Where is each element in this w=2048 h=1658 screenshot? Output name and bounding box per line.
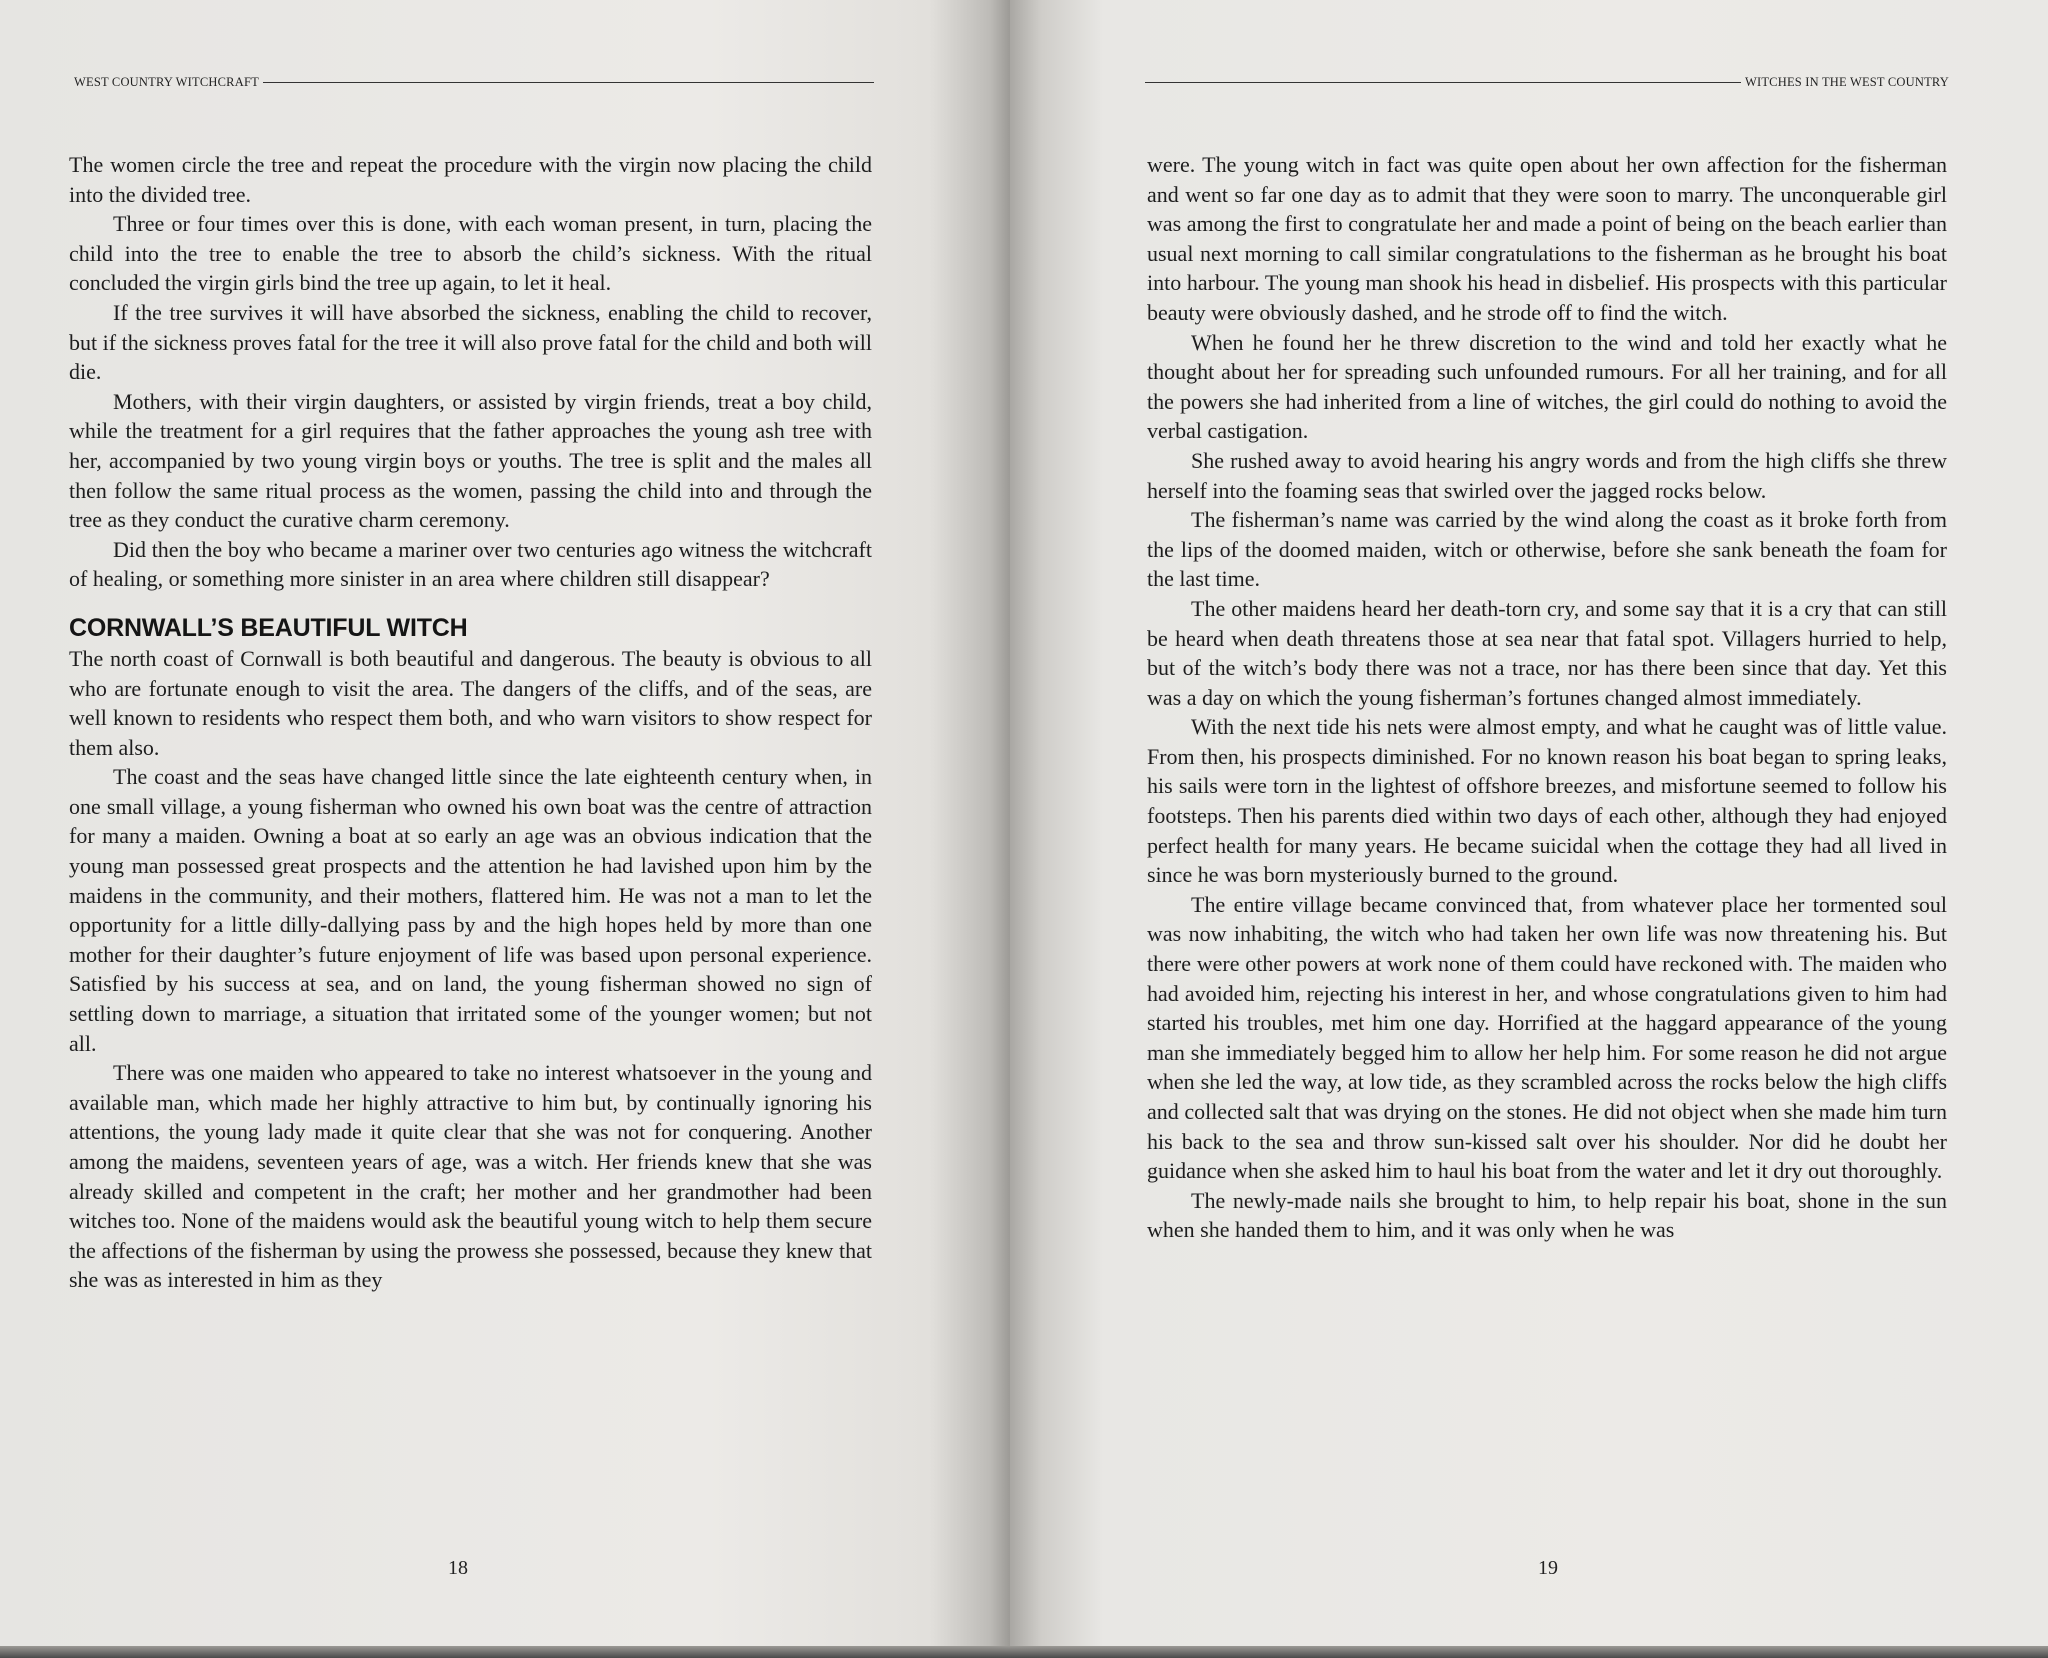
left-paragraph: Mothers, with their virgin daughters, or assisted by virgin friends, treat a boy child, while the treatment for a girl requires that the father approaches the young ash tree with her, accompanied by two young virgin boys or youths. The tree is split and the males all then follow the same ritual process as the women, passing the child into and through the tree as they conduct the curative charm ceremony. xyxy=(69,388,872,533)
left-text-column xyxy=(69,150,872,1295)
left-page-number: 18 xyxy=(448,1557,468,1579)
right-paragraph: The entire village became convinced that, from whatever place her tormented soul was now inhabiting, the witch who had taken her own life was now threatening his. But there were other powers at work none of them could have reckoned with. The maiden who had avoided him, rejecting his interest in her, and whose congratulations given to him had started his troubles, met him one day. Horrified at the haggard appearance of the young man she immediately begged him to allow her help him. For some reason he did not argue when she led the way, at low tide, as they scrambled across the rocks below the high cliffs and collected salt that was drying on the stones. He did not object when she made him turn his back to the sea and throw sun-kissed salt over his shoulder. Nor did he doubt her guidance when she asked him to haul his boat from the water and let it dry out thoroughly. xyxy=(1147,891,1947,1184)
right-running-head xyxy=(1145,72,1949,92)
right-page-number: 19 xyxy=(1538,1557,1558,1579)
right-running-head-rule xyxy=(1145,82,1741,83)
right-paragraph: When he found her he threw discretion to the wind and told her exactly what he thought about her for spreading such unfounded rumours. For all her training, and for all the powers she had inherited from a line of witches, the girl could do nothing to avoid the verbal castigation. xyxy=(1147,329,1947,444)
right-paragraph: The fisherman’s name was carried by the wind along the coast as it broke forth from the lips of the doomed maiden, witch or otherwise, before she sank beneath the foam for the last time. xyxy=(1147,507,1947,592)
right-text-column xyxy=(1147,150,1947,1245)
right-paragraph: were. The young witch in fact was quite open about her own affection for the fisherman and went so far one day as to admit that they were soon to marry. The unconquerable girl was among the first to congratulate her and made a point of being on the beach earlier than usual next morning to call similar congratulations to the fisherman as he brought his boat into harbour. The young man shook his head in disbelief. His prospects with this particular beauty were obviously dashed, and he strode off to find the witch. xyxy=(1147,152,1947,325)
left-running-head xyxy=(74,72,874,92)
left-paragraph: The women circle the tree and repeat the procedure with the virgin now placing the child into the divided tree. xyxy=(69,152,872,207)
section-heading: CORNWALL’S BEAUTIFUL WITCH xyxy=(69,613,468,642)
left-paragraph: Three or four times over this is done, with each woman present, in turn, placing the child into the tree to enable the tree to absorb the child’s sickness. With the ritual concluded the virgin girls bind the tree up again, to let it heal. xyxy=(69,211,872,296)
right-paragraph: The other maidens heard her death-torn cry, and some say that it is a cry that can still be heard when death threatens those at sea near that fatal spot. Villagers hurried to help, but of the witch’s body there was not a trace, nor has there been since that day. Yet this was a day on which the young fisherman’s fortunes changed almost immediately. xyxy=(1147,595,1947,710)
left-page xyxy=(0,0,1010,1650)
right-paragraph: With the next tide his nets were almost empty, and what he caught was of little value. From then, his prospects diminished. For no known reason his boat began to spring leaks, his sails were torn in the lightest of offshore breezes, and misfortune seemed to follow his footsteps. Then his parents died within two days of each other, although they had enjoyed perfect health for many years. He became suicidal when the cottage they had all lived in since he was born mysteriously burned to the ground. xyxy=(1147,714,1947,888)
left-paragraph: If the tree survives it will have absorbed the sickness, enabling the child to recover, but if the sickness proves fatal for the tree it will also prove fatal for the child and both will die. xyxy=(69,299,872,385)
right-running-head-label: WITCHES IN THE WEST COUNTRY xyxy=(1744,74,1949,89)
left-paragraph: The coast and the seas have changed little since the late eighteenth century when, in one small village, a young fisherman who owned his own boat was the centre of attraction for many a maiden. Owning a boat at so early an age was an obvious indication that the young man possessed great prospects and the attention he had lavished upon him by the maidens in the community, and their mothers, flattered him. He was not a man to let the opportunity for a little dilly-dallying pass by and the high hopes held by more than one mother for their daughter’s future enjoyment of life was based upon personal experience. Satisfied by his success at sea, and on land, the young fisherman showed no sign of settling down to marriage, a situation that irritated some of the younger women; but not all. xyxy=(69,764,872,1056)
left-running-head-label: WEST COUNTRY WITCHCRAFT xyxy=(74,74,259,89)
left-paragraph: Did then the boy who became a mariner over two centuries ago witness the witchcraft of healing, or something more sinister in an area where children still disappear? xyxy=(69,536,872,592)
bottom-edge-shadow xyxy=(0,1646,2048,1658)
left-paragraph: The north coast of Cornwall is both beautiful and dangerous. The beauty is obvious to all who are fortunate enough to visit the area. The dangers of the cliffs, and of the seas, are well known to residents who respect them both, and who warn visitors to show respect for them also. xyxy=(69,645,872,760)
left-paragraph: There was one maiden who appeared to take no interest whatsoever in the young and available man, which made her highly attractive to him but, by continually ignoring his attentions, the young lady made it quite clear that she was not for conquering. Another among the maidens, seventeen years of age, was a witch. Her friends knew that she was already skilled and competent in the craft; her mother and her grandmother had been witches too. None of the maidens would ask the beautiful young witch to help them secure the affections of the fisherman by using the prowess she possessed, because they knew that she was as interested in him as they xyxy=(69,1060,872,1293)
left-running-head-rule xyxy=(263,82,874,83)
right-paragraph: The newly-made nails she brought to him, to help repair his boat, shone in the sun when she handed them to him, and it was only when he was xyxy=(1147,1187,1947,1243)
right-paragraph: She rushed away to avoid hearing his angry words and from the high cliffs she threw herself into the foaming seas that swirled over the jagged rocks below. xyxy=(1147,447,1947,503)
